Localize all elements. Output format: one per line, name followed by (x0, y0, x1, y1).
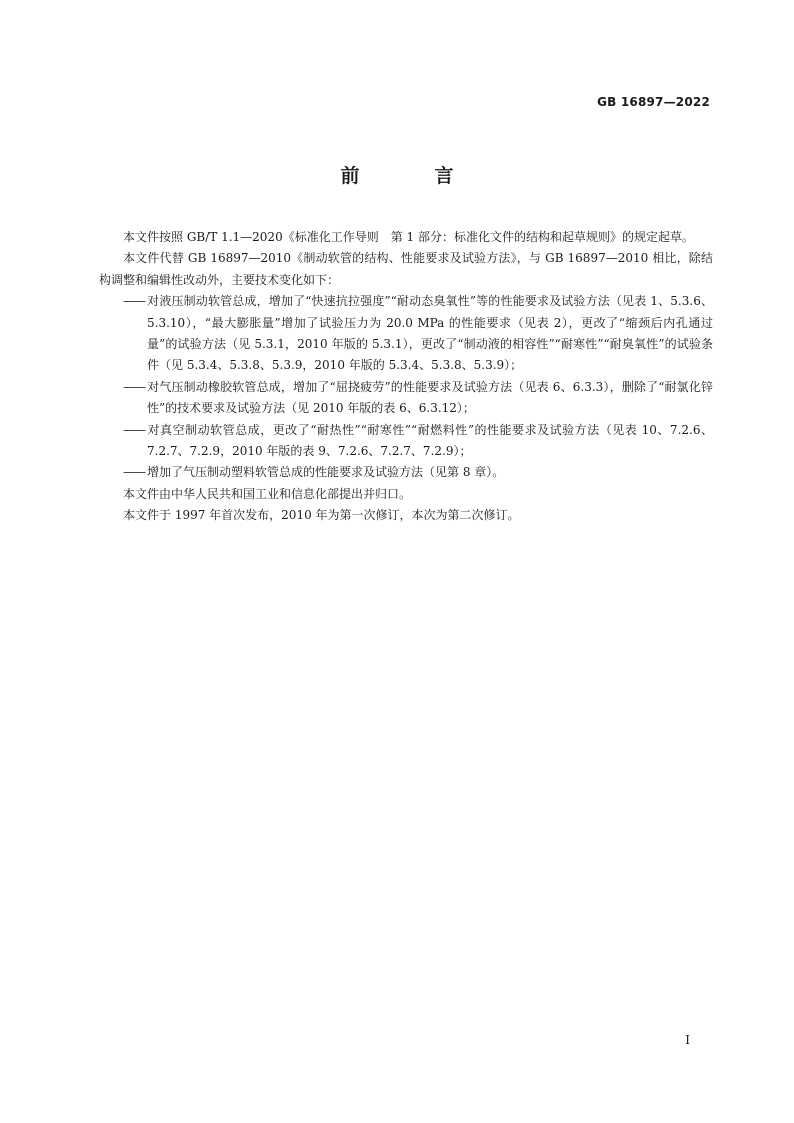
paragraph: 本文件于 1997 年首次发布，2010 年为第一次修订，本次为第二次修订。 (123, 508, 520, 523)
dash-marker: —— (123, 294, 145, 309)
change-item (99, 377, 713, 420)
paragraph: 本文件由中华人民共和国工业和信息化部提出并归口。 (123, 486, 412, 501)
change-item-text: 对液压制动软管总成，增加了“快速抗拉强度”“耐动态臭氧性”等的性能要求及试验方法（见表 1、5.3.6、5.3.10），“最大膨胀量”增加了试验压力为 20.0 MPa 的性能要求（见表 2），更改了“缩颈后内孔通过量”的试验方法（见 5.3.1，2010 年版的 5.3.1），更改了“制动液的相容性”“耐寒性”“耐臭氧性”的试验条件（见 5.3.4、5.3.8、5.3.9，2010 年版的 5.3.4、5.3.8、5.3.9）； (147, 294, 713, 373)
dash-marker: —— (123, 422, 145, 437)
change-item-text: 对气压制动橡胶软管总成，增加了“屈挠疲劳”的性能要求及试验方法（见表 6、6.3.3），删除了“耐氯化锌性”的技术要求及试验方法（见 2010 年版的表 6、6.3.12）； (147, 379, 713, 416)
change-item (99, 291, 713, 377)
change-item (99, 420, 713, 463)
paragraph: 本文件代替 GB 16897—2010《制动软管的结构、性能要求及试验方法》，与 GB 16897—2010 相比，除结构调整和编辑性改动外，主要技术变化如下： (99, 251, 713, 287)
dash-marker: —— (123, 379, 145, 394)
dash-marker: —— (123, 465, 145, 480)
change-item-text: 对真空制动软管总成，更改了“耐热性”“耐寒性”“耐燃料性”的性能要求及试验方法（见表 10、7.2.6、7.2.7、7.2.9，2010 年版的表 9、7.2.6、7.2.7、7.2.9）； (147, 422, 713, 459)
change-item (99, 462, 713, 483)
change-item-text: 增加了气压制动塑料软管总成的性能要求及试验方法（见第 8 章）。 (147, 465, 505, 480)
page-title: 前 言 (340, 165, 482, 187)
standard-number: GB 16897—2022 (597, 95, 710, 109)
paragraph: 本文件按照 GB/T 1.1—2020《标准化工作导则 第 1 部分：标准化文件的结构和起草规则》的规定起草。 (123, 230, 694, 244)
foreword-body (99, 227, 713, 527)
page-number: I (685, 1033, 690, 1047)
